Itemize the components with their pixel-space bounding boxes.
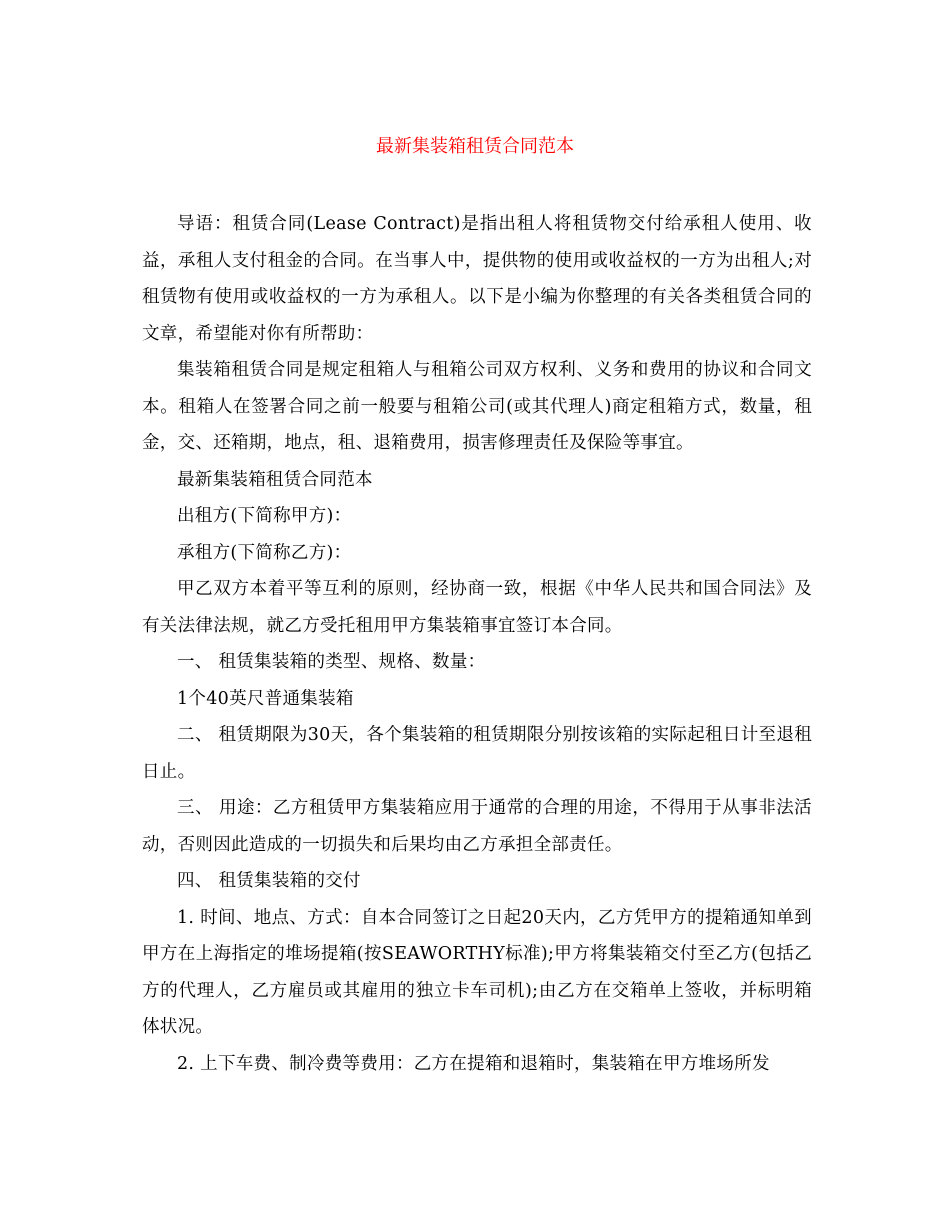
clause-1-content: 1个40英尺普通集装箱 [177,688,354,709]
clause-2: 二、 租赁期限为30天，各个集装箱的租赁期限分别按该箱的实际起租日计至退租日止。 [142,725,812,782]
paragraph-lessor: 出租方(下简称甲方)： [177,506,352,526]
paragraph-preamble: 甲乙双方本着平等互利的原则，经协商一致，根据《中华人民共和国合同法》及有关法律法规，就乙方受托租用甲方集装箱事宜签订本合同。 [142,579,812,636]
paragraph-definition: 集装箱租赁合同是规定租箱人与租箱公司双方权利、义务和费用的协议和合同文本。租箱人在签署合同之前一般要与租箱公司(或其代理人)商定租箱方式，数量，租金，交、还箱期，地点，租、退箱费用，损害修理责任及保险等事宜。 [142,360,812,453]
clause-4-item-2: 2. 上下车费、制冷费等费用：乙方在提箱和退箱时，集装箱在甲方堆场所发 [177,1053,770,1074]
document-title: 最新集装箱租赁合同范本 [376,136,574,157]
paragraph-lessee: 承租方(下简称乙方)： [177,542,352,563]
clause-4-heading: 四、 租赁集装箱的交付 [177,871,361,891]
paragraph-intro: 导语：租赁合同(Lease Contract)是指出租人将租赁物交付给承租人使用、收益，承租人支付租金的合同。在当事人中，提供物的使用或收益权的一方为出租人;对租赁物有使用或收益权的一方为承租人。以下是小编为你整理的有关各类租赁合同的文章，希望能对你有所帮助： [142,214,812,344]
clause-3: 三、 用途：乙方租赁甲方集装箱应用于通常的合理的用途，不得用于从事非法活动，否则因此造成的一切损失和后果均由乙方承担全部责任。 [142,798,812,855]
clause-1-heading: 一、 租赁集装箱的类型、规格、数量： [177,652,486,672]
document-body [142,206,812,1082]
clause-4-item-1: 1. 时间、地点、方式：自本合同签订之日起20天内，乙方凭甲方的提箱通知单到甲方在上海指定的堆场提箱(按SEAWORTHY标准);甲方将集装箱交付至乙方(包括乙方的代理人，乙方雇员或其雇用的独立卡车司机);由乙方在交箱单上签收，并标明箱体状况。 [142,907,812,1037]
paragraph-subtitle: 最新集装箱租赁合同范本 [177,469,373,490]
